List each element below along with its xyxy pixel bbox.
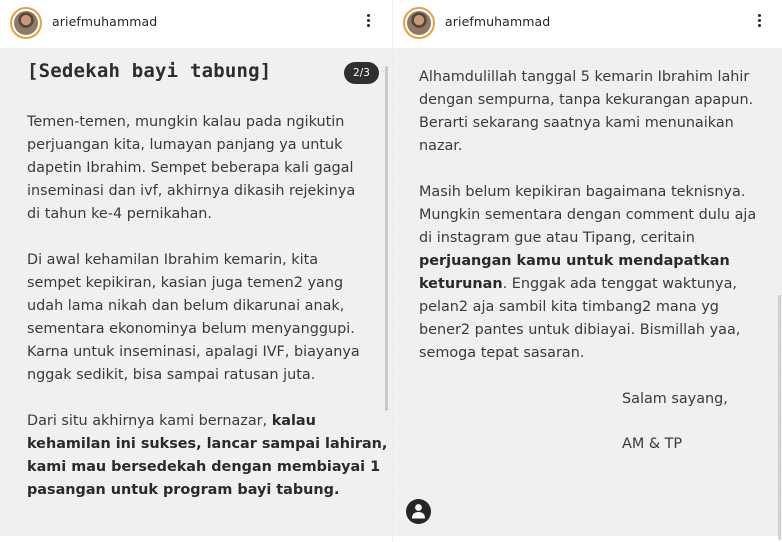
scrollbar[interactable] [778, 295, 781, 540]
post-header [0, 0, 392, 46]
paragraph-1: Temen-temen, mungkin kalau pada ngikutin perjuangan kita, lumayan panjang ya untuk dapetin Ibrahim. Sempet beberapa kali gagal inseminasi dan ivf, akhirnya dikasih rejekinya di tahun ke-4 pernikahan. [27, 114, 356, 222]
post-title: [Sedekah bayi tabung] [27, 60, 272, 82]
post-right [392, 0, 782, 542]
paragraph-2 [419, 181, 756, 365]
paragraph-2: Di awal kehamilan Ibrahim kemarin, kita sempet kepikiran, kasian juga temen2 yang udah lama nikah dan belum dikarunai anak, sementara ekonominya belum menyanggupi. Karna untuk inseminasi, apalagi IVF, biayanya nggak sedikit, bisa sampai ratusan juta. [27, 252, 360, 383]
paragraph-3-bold: kalau kehamilan ini sukses, lancar sampai lahiran, kami mau bersedekah dengan membiayai 1 pasangan untuk program bayi tabung. [27, 413, 388, 498]
post-header [393, 0, 782, 46]
paragraph-3-plain: Dari situ akhirnya kami bernazar, [27, 413, 272, 429]
carousel-counter-badge: 2/3 [344, 62, 379, 84]
paragraph-2-plain-a: Masih belum kepikiran bagaimana teknisnya. Mungkin sementara dengan comment dulu aja di instagram gue atau Tipang, ceritain [419, 184, 757, 246]
user-tag-icon[interactable] [406, 499, 431, 524]
username-link[interactable]: ariefmuhammad [52, 14, 158, 29]
person-icon [411, 503, 426, 519]
paragraph-2-bold: perjuangan kamu untuk mendapatkan keturunan [419, 253, 730, 292]
paragraph-1: Alhamdulillah tanggal 5 kemarin Ibrahim lahir dengan sempurna, tanpa kekurangan apapun. Berarti sekarang saatnya kami menunaikan nazar. [419, 69, 754, 154]
closing-text: Salam sayang, [622, 391, 728, 407]
avatar[interactable] [10, 7, 42, 39]
more-options-icon[interactable] [756, 13, 762, 33]
username-link[interactable]: ariefmuhammad [445, 14, 551, 29]
signature-text: AM & TP [622, 436, 683, 452]
paragraph-2-plain-b: . Enggak ada tenggat waktunya, pelan2 aja sambil kita timbang2 mana yg bener2 pantes untuk dibiayai. Bismillah yaa, semoga tepat sasaran. [419, 276, 741, 361]
more-options-icon[interactable] [365, 13, 371, 33]
avatar[interactable] [403, 7, 435, 39]
scrollbar[interactable] [385, 66, 388, 411]
paragraph-3 [27, 410, 387, 502]
